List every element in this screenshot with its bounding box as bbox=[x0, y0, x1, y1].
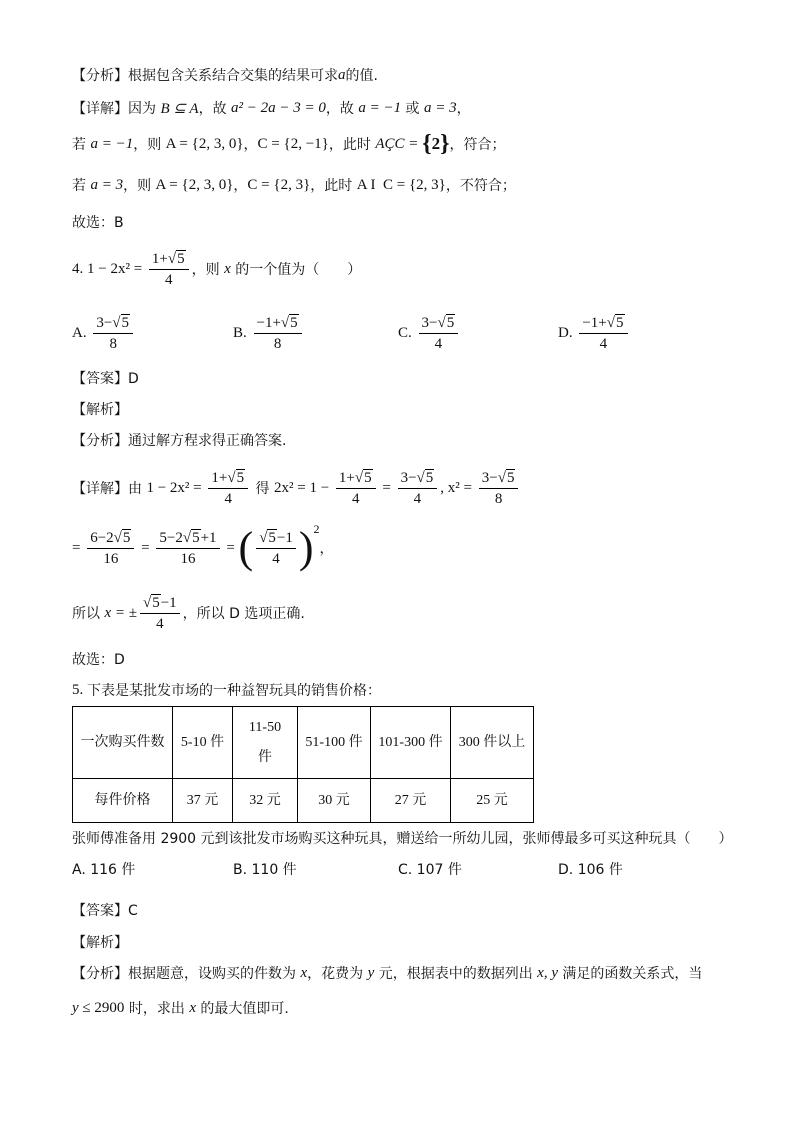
radicand: 5 bbox=[506, 469, 515, 486]
option-label: B. bbox=[233, 324, 251, 341]
detail-text: ， bbox=[456, 101, 471, 117]
choice-text: 故选：D bbox=[72, 652, 125, 668]
table-row bbox=[73, 707, 534, 779]
table-row bbox=[73, 779, 534, 823]
table-cell: 37 元 bbox=[173, 779, 233, 823]
detail-tag: 【详解】 bbox=[72, 481, 128, 497]
detail-line-3 bbox=[72, 520, 334, 576]
equals-sign: = bbox=[137, 539, 154, 556]
fraction-numerator bbox=[140, 594, 180, 613]
math-solution: a = 3 bbox=[424, 99, 457, 116]
radicand: 5 bbox=[192, 529, 200, 546]
solution-tag-line bbox=[72, 932, 128, 952]
fraction-denominator: 4 bbox=[256, 548, 296, 568]
fraction-denominator: 8 bbox=[479, 488, 519, 508]
conclusion-text: 所以 bbox=[72, 606, 105, 622]
numerator-prefix: 5−2√ bbox=[159, 529, 192, 546]
choice-text: 故选：B bbox=[72, 215, 124, 231]
fraction-denominator: 16 bbox=[87, 548, 134, 568]
detail-text: ， bbox=[319, 541, 334, 557]
fraction-numerator bbox=[87, 529, 134, 548]
fraction bbox=[419, 314, 459, 353]
case-text: 若 bbox=[72, 178, 91, 194]
answer-text: 【答案】C bbox=[72, 903, 138, 919]
question-text: 下表是某批发市场的一种益智玩具的销售价格： bbox=[87, 683, 381, 699]
numerator-prefix: 3−√ bbox=[481, 469, 506, 486]
case-text: 若 bbox=[72, 137, 91, 153]
math-equation: a² − 2a − 3 = 0 bbox=[231, 99, 326, 116]
math-set-c: C = {2, 3} bbox=[247, 176, 311, 193]
question-number: 5. bbox=[72, 681, 87, 698]
analysis-tag: 【分析】 bbox=[72, 68, 128, 84]
numerator-prefix: 3−√ bbox=[421, 314, 446, 331]
answer-text: 【答案】D bbox=[72, 371, 139, 387]
table-cell: 27 元 bbox=[371, 779, 451, 823]
radicand: 5 bbox=[177, 250, 185, 267]
choice-line-1 bbox=[72, 212, 124, 232]
detail-tag: 【详解】 bbox=[72, 101, 128, 117]
option-text: D. 106 件 bbox=[558, 862, 623, 878]
radicand: 5 bbox=[121, 314, 130, 331]
math-solution: a = −1 bbox=[358, 99, 402, 116]
analysis-line-3 bbox=[72, 963, 702, 983]
equals-sign: = bbox=[222, 539, 239, 556]
option-label: A. bbox=[72, 324, 91, 341]
answer-line bbox=[72, 900, 138, 920]
fraction-numerator bbox=[93, 314, 133, 333]
fraction-numerator bbox=[419, 314, 459, 333]
fraction bbox=[149, 250, 189, 289]
cell-line: 件 bbox=[258, 749, 272, 765]
option-b bbox=[233, 312, 305, 354]
fraction-numerator bbox=[156, 529, 219, 548]
radicand: 5 bbox=[152, 594, 160, 611]
analysis-text-end: 的值. bbox=[345, 68, 378, 84]
math-intersection: AÇC = bbox=[375, 135, 423, 152]
numerator-prefix: 3−√ bbox=[400, 469, 425, 486]
fraction-denominator: 4 bbox=[398, 488, 438, 508]
radicand: 5 bbox=[425, 469, 434, 486]
fraction-denominator: 4 bbox=[579, 333, 627, 353]
detail-text: ，故 bbox=[325, 101, 359, 117]
numerator-prefix: 1+√ bbox=[151, 250, 177, 267]
fraction bbox=[254, 314, 302, 353]
fraction bbox=[579, 314, 627, 353]
option-a bbox=[72, 859, 135, 879]
math-lhs: 1 − 2x² = bbox=[146, 479, 206, 496]
analysis-text: 的最大值即可. bbox=[195, 1001, 289, 1017]
case-text: ， bbox=[233, 178, 248, 194]
fraction-denominator: 4 bbox=[149, 269, 189, 289]
table-cell bbox=[233, 707, 298, 779]
analysis-text: ，花费为 bbox=[307, 966, 368, 982]
detail-line-2 bbox=[72, 466, 521, 510]
solution-tag: 【解析】 bbox=[72, 935, 128, 951]
fraction-numerator bbox=[254, 314, 302, 333]
math-set-c: C = {2, −1} bbox=[257, 135, 329, 152]
exponent: 2 bbox=[313, 522, 320, 536]
numerator-suffix: −1 bbox=[160, 594, 177, 611]
numerator-suffix: +1 bbox=[200, 529, 217, 546]
fraction bbox=[479, 469, 519, 508]
analysis-text: 元，根据表中的数据列出 bbox=[374, 966, 538, 982]
math-set-a: A = {2, 3, 0} bbox=[165, 135, 244, 152]
fraction bbox=[93, 314, 133, 353]
fraction bbox=[87, 529, 134, 568]
radicand: 5 bbox=[364, 469, 372, 486]
fraction-numerator bbox=[336, 469, 376, 488]
solution-tag: 【解析】 bbox=[72, 402, 128, 418]
variable-x: x bbox=[300, 964, 308, 981]
question-4-stem bbox=[72, 249, 361, 289]
math-set-a: A = {2, 3, 0} bbox=[155, 176, 234, 193]
numerator-prefix: 3−√ bbox=[96, 314, 121, 331]
question-text: 的一个值为（ ） bbox=[230, 262, 362, 278]
question-text: ，则 bbox=[191, 262, 225, 278]
numerator-prefix: −1+√ bbox=[256, 314, 290, 331]
table-cell: 101-300 件 bbox=[371, 707, 451, 779]
radicand: 5 bbox=[290, 314, 298, 331]
fraction-numerator bbox=[208, 469, 248, 488]
numerator-prefix: √ bbox=[142, 594, 152, 611]
analysis-tag: 【分析】 bbox=[72, 433, 128, 449]
option-d bbox=[558, 312, 631, 354]
case-line-2 bbox=[72, 175, 516, 195]
radicand: 5 bbox=[236, 469, 245, 486]
fraction bbox=[140, 594, 180, 633]
question-number: 4. bbox=[72, 260, 87, 277]
set-value: 2 bbox=[431, 134, 441, 153]
case-text: ，则 bbox=[123, 178, 156, 194]
analysis-text: 满足的函数关系式，当 bbox=[557, 966, 703, 982]
case-line-1 bbox=[72, 130, 506, 158]
solution-tag-line bbox=[72, 399, 128, 419]
answer-line bbox=[72, 368, 139, 388]
option-text: B. 110 件 bbox=[233, 862, 297, 878]
detail-text: ，故 bbox=[198, 101, 232, 117]
math-expression: 2x² = 1 − bbox=[273, 479, 333, 496]
fraction-denominator: 4 bbox=[419, 333, 459, 353]
option-d bbox=[558, 859, 623, 879]
fraction-numerator bbox=[149, 250, 189, 269]
analysis-text: 通过解方程求得正确答案. bbox=[128, 433, 287, 449]
fraction-numerator bbox=[256, 529, 296, 548]
fraction-denominator: 4 bbox=[140, 613, 180, 633]
analysis-line-4 bbox=[72, 998, 289, 1018]
radicand: 5 bbox=[616, 314, 624, 331]
fraction bbox=[156, 529, 219, 568]
fraction bbox=[256, 529, 296, 568]
analysis-line-1 bbox=[72, 65, 378, 85]
case-text: ，此时 bbox=[310, 178, 357, 194]
conclusion-line bbox=[72, 592, 305, 634]
detail-text: 由 bbox=[128, 481, 147, 497]
math-lhs: 1 − 2x² = bbox=[87, 260, 146, 277]
math-x-value: x = ± bbox=[104, 604, 137, 621]
left-paren: ( bbox=[238, 523, 254, 572]
analysis-text: 根据包含关系结合交集的结果可求 bbox=[128, 68, 338, 84]
price-table bbox=[72, 706, 534, 823]
numerator-prefix: 1+√ bbox=[211, 469, 236, 486]
math-expression: , x² = bbox=[440, 479, 476, 496]
conclusion-text: ，所以 D 选项正确. bbox=[182, 606, 305, 622]
analysis-line-2 bbox=[72, 430, 286, 450]
option-b bbox=[233, 859, 297, 879]
fraction-denominator: 8 bbox=[93, 333, 133, 353]
variable-a: a bbox=[338, 66, 346, 83]
question-5-text bbox=[72, 828, 733, 848]
detail-text: 得 bbox=[251, 481, 274, 497]
cell-line: 11-50 bbox=[248, 719, 282, 735]
numerator-prefix: 1+√ bbox=[338, 469, 364, 486]
option-c bbox=[398, 859, 462, 879]
table-cell: 300 件以上 bbox=[451, 707, 534, 779]
fraction-numerator bbox=[398, 469, 438, 488]
choice-line-2 bbox=[72, 649, 125, 669]
table-cell: 51-100 件 bbox=[298, 707, 371, 779]
case-text: ，不符合； bbox=[445, 178, 516, 194]
option-label: C. bbox=[398, 324, 416, 341]
math-case: a = −1 bbox=[90, 135, 134, 152]
table-cell: 32 元 bbox=[233, 779, 298, 823]
option-a bbox=[72, 312, 136, 354]
table-cell: 30 元 bbox=[298, 779, 371, 823]
equals-sign: = bbox=[378, 479, 395, 496]
numerator-prefix: √ bbox=[259, 529, 268, 546]
table-cell: 25 元 bbox=[451, 779, 534, 823]
fraction-denominator: 8 bbox=[254, 333, 302, 353]
detail-text: 或 bbox=[401, 101, 425, 117]
option-text: A. 116 件 bbox=[72, 862, 136, 878]
math-inequality: ≤ 2900 bbox=[78, 999, 125, 1016]
radicand: 5 bbox=[268, 529, 276, 546]
fraction-denominator: 4 bbox=[208, 488, 248, 508]
fraction bbox=[336, 469, 376, 508]
analysis-text: 时，求出 bbox=[124, 1001, 190, 1017]
detail-line-1 bbox=[72, 98, 471, 118]
fraction-denominator: 16 bbox=[156, 548, 219, 568]
fraction bbox=[208, 469, 248, 508]
variable-y: y bbox=[72, 999, 79, 1016]
option-label: D. bbox=[558, 324, 577, 341]
variable-x: x bbox=[189, 999, 196, 1016]
question-5-stem bbox=[72, 680, 381, 700]
case-text: ， bbox=[243, 137, 258, 153]
math-subset: B ⊆ A bbox=[160, 100, 199, 117]
table-cell: 5-10 件 bbox=[173, 707, 233, 779]
fraction-denominator: 4 bbox=[336, 488, 376, 508]
case-text: ，此时 bbox=[328, 137, 376, 153]
table-row-header: 每件价格 bbox=[73, 779, 173, 823]
numerator-prefix: −1+√ bbox=[582, 314, 615, 331]
fraction bbox=[398, 469, 438, 508]
variable-x: x bbox=[224, 260, 231, 277]
equals-sign: = bbox=[72, 539, 85, 556]
left-brace: { bbox=[422, 130, 432, 157]
analysis-tag: 【分析】 bbox=[72, 966, 128, 982]
right-brace: } bbox=[440, 130, 450, 157]
option-c bbox=[398, 312, 461, 354]
table-row-header: 一次购买件数 bbox=[73, 707, 173, 779]
case-text: ，符合； bbox=[449, 137, 506, 153]
case-text: ，则 bbox=[133, 137, 166, 153]
math-case: a = 3 bbox=[90, 176, 124, 193]
detail-text: 因为 bbox=[128, 101, 161, 117]
radicand: 5 bbox=[122, 529, 131, 546]
fraction-numerator bbox=[579, 314, 627, 333]
radicand: 5 bbox=[446, 314, 455, 331]
analysis-text: 根据题意，设购买的件数为 bbox=[128, 966, 301, 982]
numerator-suffix: −1 bbox=[276, 529, 293, 546]
right-paren: ) bbox=[298, 523, 314, 572]
math-intersection: A I C = {2, 3} bbox=[356, 176, 446, 193]
fraction-numerator bbox=[479, 469, 519, 488]
numerator-prefix: 6−2√ bbox=[90, 529, 122, 546]
variables-xy: x, y bbox=[537, 964, 558, 981]
question-text: 张师傅准备用 2900 元到该批发市场购买这种玩具，赠送给一所幼儿园，张师傅最多可买这种玩具（ ） bbox=[72, 831, 733, 847]
option-text: C. 107 件 bbox=[398, 862, 462, 878]
variable-y: y bbox=[367, 964, 375, 981]
